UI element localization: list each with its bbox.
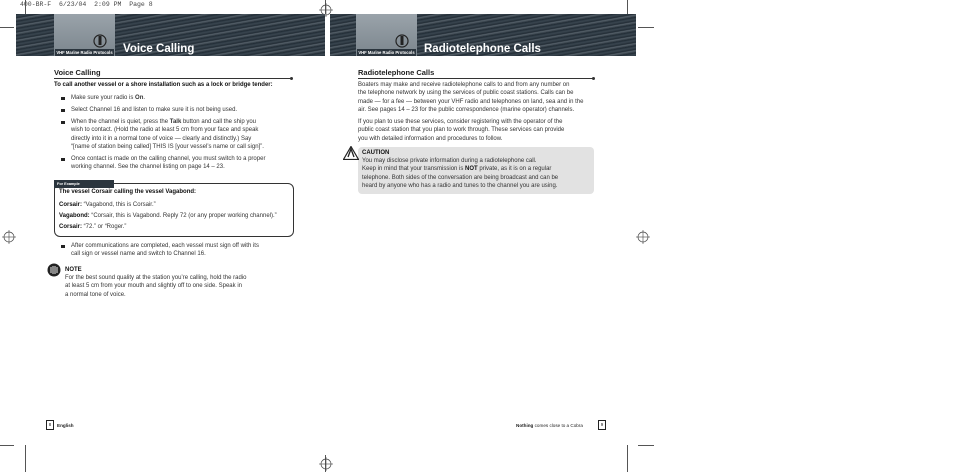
example-heading: The vessel Corsair calling the vessel Vagabond: <box>59 189 197 195</box>
note-title: NOTE <box>65 267 82 273</box>
page-title-left: Voice Calling <box>123 43 195 55</box>
caution-title: CAUTION <box>362 150 390 156</box>
list-item: When the channel is quiet, press the Talk button and call the ship you wish to contact. (Hold the radio at least 5 cm from your face and speak directly into it in a normal tone of voice — clearly and distinctly.) Say “[name of station being called] THIS IS [your vessel’s name or call sign]”. <box>61 118 291 154</box>
note-text: a normal tone of voice. <box>65 291 126 298</box>
caution-text: Keep in mind that your transmission is NOT private, as it is on a regular <box>362 166 552 173</box>
section-title-voice-calling: Voice Calling <box>54 68 101 77</box>
crop-mark <box>25 445 26 472</box>
page-number: 9 <box>598 420 606 430</box>
radio-logo-icon <box>395 34 409 48</box>
caution-text: telephone. Both sides of the conversation are being broadcast and can be <box>362 174 559 181</box>
note-text: For the best sound quality at the station you’re calling, hold the radio <box>65 275 247 281</box>
paragraph-line: the telephone network by using the services of public coast stations. Calls can be <box>358 90 574 97</box>
footer-tagline: Nothing comes close to a Cobra <box>516 423 583 428</box>
crop-mark <box>627 445 628 472</box>
footer-label: English <box>57 423 74 428</box>
registration-mark-icon <box>636 230 650 244</box>
note-icon <box>47 263 61 277</box>
section-rule <box>358 78 594 79</box>
paragraph-line: made — for a fee — between your VHF radio and telephones on land, sea and in the <box>358 98 584 105</box>
header-tab-label: VHF Marine Radio Protocols <box>358 50 415 55</box>
example-tab: For Example <box>54 180 114 188</box>
page-number: 8 <box>46 420 54 430</box>
caution-text: heard by anyone who has a radio and tunes to the channel you are using. <box>362 183 558 190</box>
example-line: Corsair: “Vagabond, this is Corsair.” <box>59 202 156 208</box>
intro-text: To call another vessel or a shore installation such as a lock or bridge tender: <box>54 82 273 88</box>
list-item: Once contact is made on the calling channel, you must switch to a proper working channel. See the channel listing on page 14 – 23. <box>61 155 291 173</box>
note-text: at least 5 cm from your mouth and slightly off to one side. Speak in <box>65 283 242 290</box>
radio-logo-icon <box>93 34 107 48</box>
paragraph-line: Boaters may make and receive radiotelephone calls to and from any number on <box>358 82 570 88</box>
example-line: Corsair: “72.” or “Roger.” <box>59 224 127 230</box>
crop-mark <box>0 445 14 446</box>
header-tab-label: VHF Marine Radio Protocols <box>56 50 113 55</box>
section-rule <box>54 78 292 79</box>
caution-text: You may disclose private information during a radiotelephone call. <box>362 158 537 164</box>
crop-mark <box>638 27 654 28</box>
header-tab-right <box>356 14 417 56</box>
registration-mark-icon <box>2 230 16 244</box>
paragraph-line: public coast station that you plan to work through. These services can provide <box>358 127 565 134</box>
print-slug: 400-BR-F 6/23/04 2:09 PM Page 8 <box>20 1 153 8</box>
crop-mark <box>638 445 654 446</box>
header-tab-left <box>54 14 115 56</box>
paragraph-line: air. See pages 14 – 23 for the public correspondence (marine operator) channels. <box>358 107 575 114</box>
crop-mark <box>0 27 14 28</box>
registration-mark-icon <box>319 457 333 471</box>
paragraph-line: If you plan to use these services, consider registering with the operator of the <box>358 119 563 125</box>
paragraph-line: you with detailed information and procedures to follow. <box>358 135 503 142</box>
list-item: After communications are completed, each vessel must sign off with its call sign or vessel name and switch to Channel 16. <box>61 242 291 260</box>
example-line: Vagabond: “Corsair, this is Vagabond. Reply 72 (or any proper working channel).” <box>59 213 277 219</box>
page-title-right: Radiotelephone Calls <box>424 43 541 55</box>
section-title-radiotelephone: Radiotelephone Calls <box>358 68 435 77</box>
caution-icon <box>343 146 359 160</box>
